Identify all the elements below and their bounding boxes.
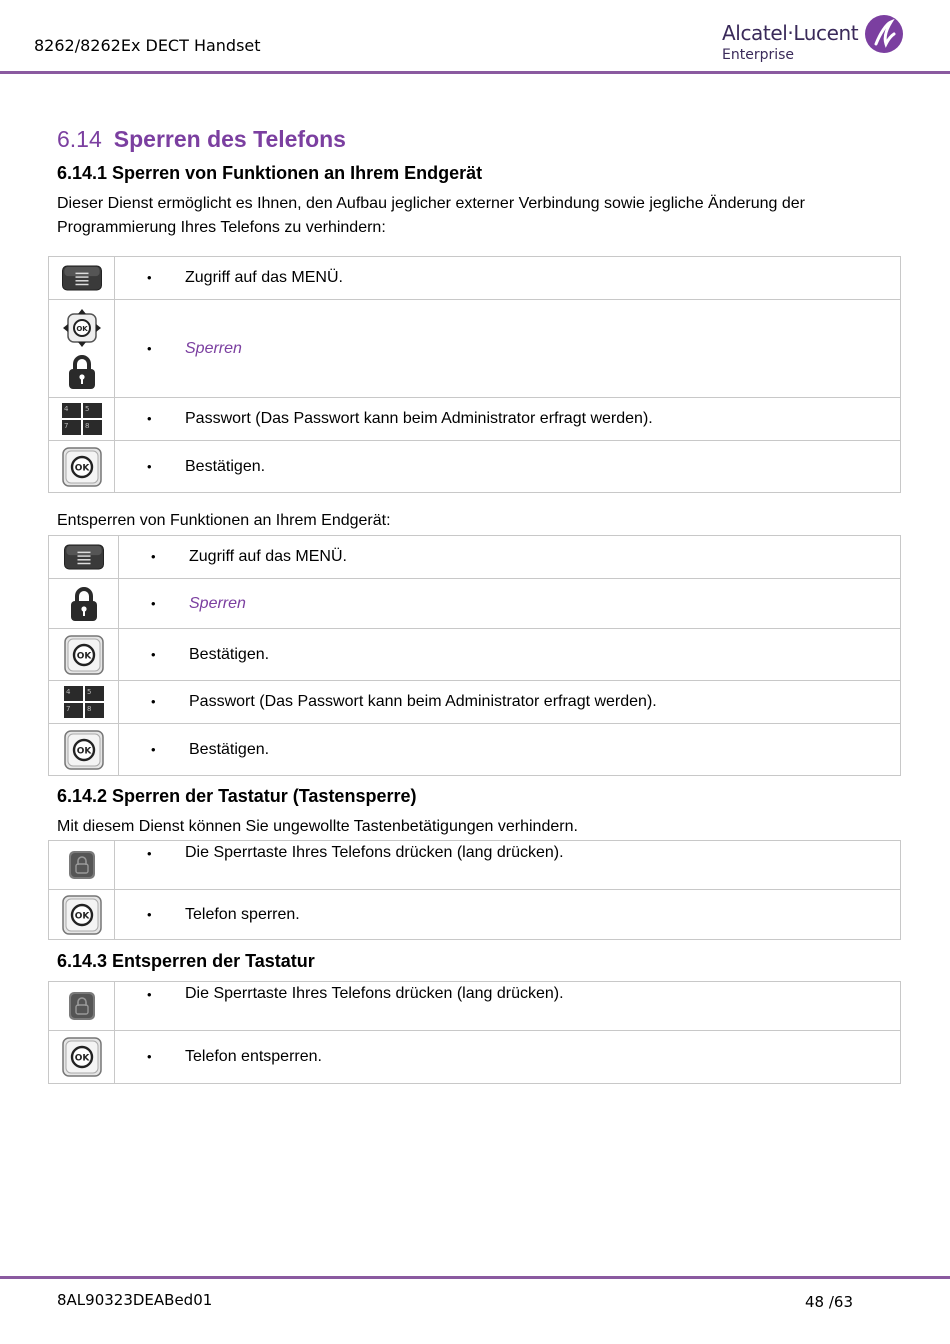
- step-text: Bestätigen.: [189, 740, 270, 758]
- document-reference: 8AL90323DEABed01: [57, 1291, 213, 1309]
- lock-icon: [68, 586, 100, 622]
- unlock-functions-steps: [48, 535, 901, 776]
- ok-key-icon: [64, 635, 104, 675]
- footer-rule: [0, 1276, 950, 1279]
- step-row: [49, 536, 901, 579]
- subsection-intro-1: Dieser Dienst ermöglicht es Ihnen, den Aufbau jeglicher externer Verbindung sowie jegliche Änderung der Programmierung Ihres Telefons zu verhindern:: [57, 195, 806, 236]
- header-title: 8262/8262Ex DECT Handset: [34, 36, 261, 55]
- step-row: [49, 841, 901, 890]
- subsection-heading-3: 6.14.3 Entsperren der Tastatur: [57, 951, 315, 971]
- logo-sub-text: Enterprise: [722, 47, 795, 63]
- step-text: Bestätigen.: [189, 645, 270, 663]
- step-text: Zugriff auf das MENÜ.: [189, 548, 347, 565]
- step-text: Passwort (Das Passwort kann beim Administrator erfragt werden).: [185, 410, 653, 427]
- step-text: Die Sperrtaste Ihres Telefons drücken (lang drücken).: [185, 985, 564, 1002]
- step-text: Zugriff auf das MENÜ.: [185, 269, 343, 286]
- step-row: [49, 441, 901, 493]
- menu-key-icon: [63, 544, 105, 570]
- step-row: [49, 257, 901, 300]
- section-number: 6.14: [57, 126, 102, 152]
- step-row: [49, 300, 901, 398]
- logo-brand-text: Alcatel·Lucent: [722, 21, 859, 45]
- lock-icon: [66, 354, 98, 390]
- lock-key-icon: [68, 991, 96, 1021]
- lock-key-icon: [68, 850, 96, 880]
- step-text: Sperren: [185, 339, 242, 357]
- step-row: [49, 1031, 901, 1084]
- page-number: 48 /63: [805, 1293, 853, 1311]
- step-text: Passwort (Das Passwort kann beim Administrator erfragt werden).: [189, 693, 657, 710]
- step-row: [49, 890, 901, 940]
- subsection-heading-1: 6.14.1 Sperren von Funktionen an Ihrem Endgerät: [57, 163, 483, 183]
- keypad-icon: [63, 685, 105, 719]
- ok-key-icon: [64, 730, 104, 770]
- step-row: [49, 629, 901, 681]
- step-row: [49, 982, 901, 1031]
- step-text: Sperren: [189, 594, 246, 612]
- unlock-functions-intro: Entsperren von Funktionen an Ihrem Endgerät:: [57, 512, 391, 529]
- step-row: [49, 724, 901, 776]
- step-text: Telefon sperren.: [185, 905, 300, 923]
- section-title: Sperren des Telefons: [113, 126, 346, 152]
- ok-key-icon: [62, 895, 102, 935]
- subsection-intro-2: Mit diesem Dienst können Sie ungewollte Tastenbetätigungen verhindern.: [57, 818, 578, 835]
- alcatel-lucent-logo-icon: [864, 14, 904, 54]
- keypad-icon: [61, 402, 103, 436]
- subsection-heading-2: 6.14.2 Sperren der Tastatur (Tastensperre): [57, 786, 417, 806]
- menu-key-icon: [61, 265, 103, 291]
- lock-functions-steps: [48, 256, 901, 493]
- keypad-unlock-steps: [48, 981, 901, 1084]
- step-row: [49, 579, 901, 629]
- header-rule: [0, 71, 950, 74]
- step-text: Telefon entsperren.: [185, 1048, 322, 1065]
- step-row: [49, 398, 901, 441]
- ok-key-icon: [62, 447, 102, 487]
- step-text: Bestätigen.: [185, 457, 266, 475]
- section-heading: [57, 126, 346, 153]
- keypad-lock-steps: [48, 840, 901, 940]
- ok-key-icon: [62, 1037, 102, 1077]
- step-row: [49, 681, 901, 724]
- step-text: Die Sperrtaste Ihres Telefons drücken (lang drücken).: [185, 844, 564, 861]
- navigator-icon: [62, 308, 102, 348]
- brand-logo: [720, 14, 910, 66]
